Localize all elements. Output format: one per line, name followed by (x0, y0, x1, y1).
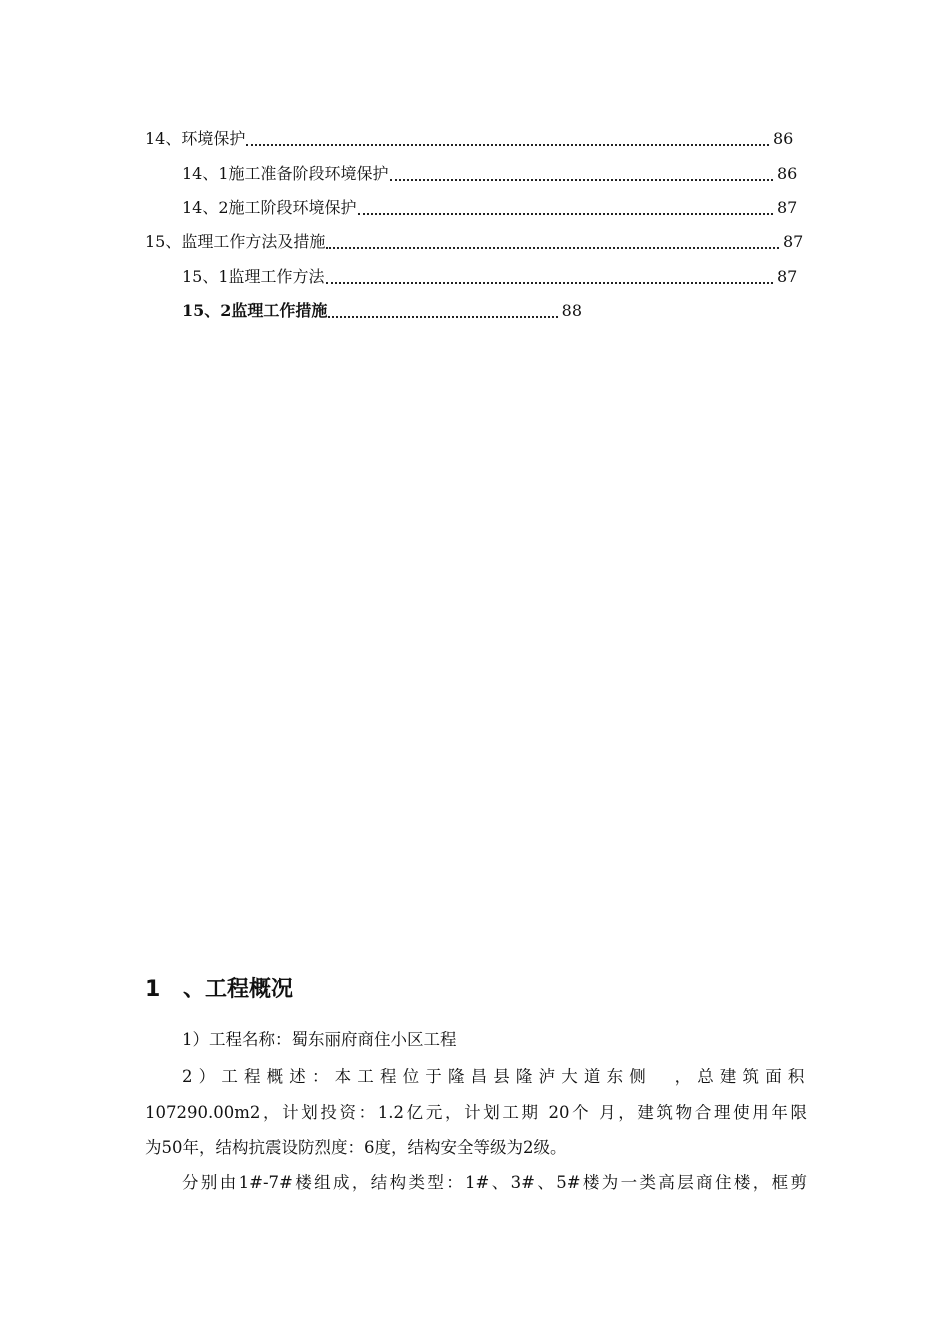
toc-entry[interactable] (182, 297, 582, 321)
toc-leader-dots (328, 315, 557, 318)
toc-leader-dots (390, 178, 773, 181)
section-heading (145, 974, 293, 1006)
toc-entry[interactable] (182, 194, 799, 218)
project-name-paragraph: 1）工程名称：蜀东丽府商住小区工程 (182, 1030, 457, 1049)
toc-entry[interactable] (182, 160, 799, 184)
toc-label: 15、1监理工作方法 (182, 267, 325, 286)
toc-label: 14、环境保护 (145, 129, 246, 148)
toc-page-number: 87 (777, 267, 798, 286)
project-overview-line-1: 2）工程概述：本工程位于隆昌县隆泸大道东侧 ，总建筑面积 (182, 1067, 807, 1086)
toc-page-number: 86 (777, 164, 798, 183)
section-number: 1 (145, 977, 161, 1002)
toc-leader-dots (326, 246, 779, 249)
toc-label: 15、监理工作方法及措施 (145, 232, 326, 251)
toc-entry[interactable] (145, 228, 805, 252)
building-composition-paragraph: 分别由1#-7#楼组成，结构类型：1#、3#、5#楼为一类高层商住楼，框剪 (182, 1173, 807, 1192)
project-overview-line-2: 107290.00m2，计划投资：1.2亿元，计划工期 20个 月，建筑物合理使用年限 (145, 1103, 807, 1122)
toc-label: 15、2监理工作措施 (182, 301, 328, 320)
toc-leader-dots (246, 143, 769, 146)
toc-page-number: 87 (777, 198, 798, 217)
toc-leader-dots (326, 281, 773, 284)
toc-leader-dots (358, 212, 773, 215)
toc-entry[interactable] (145, 125, 795, 149)
project-overview-line-3: 为50年，结构抗震设防烈度：6度，结构安全等级为2级。 (145, 1138, 567, 1157)
toc-page-number: 87 (783, 232, 804, 251)
toc-page-number: 88 (561, 301, 582, 320)
toc-entry[interactable] (182, 263, 799, 287)
toc-label: 14、2施工阶段环境保护 (182, 198, 357, 217)
section-title: 、工程概况 (183, 977, 294, 1002)
toc-page-number: 86 (773, 129, 794, 148)
toc-label: 14、1施工准备阶段环境保护 (182, 164, 389, 183)
